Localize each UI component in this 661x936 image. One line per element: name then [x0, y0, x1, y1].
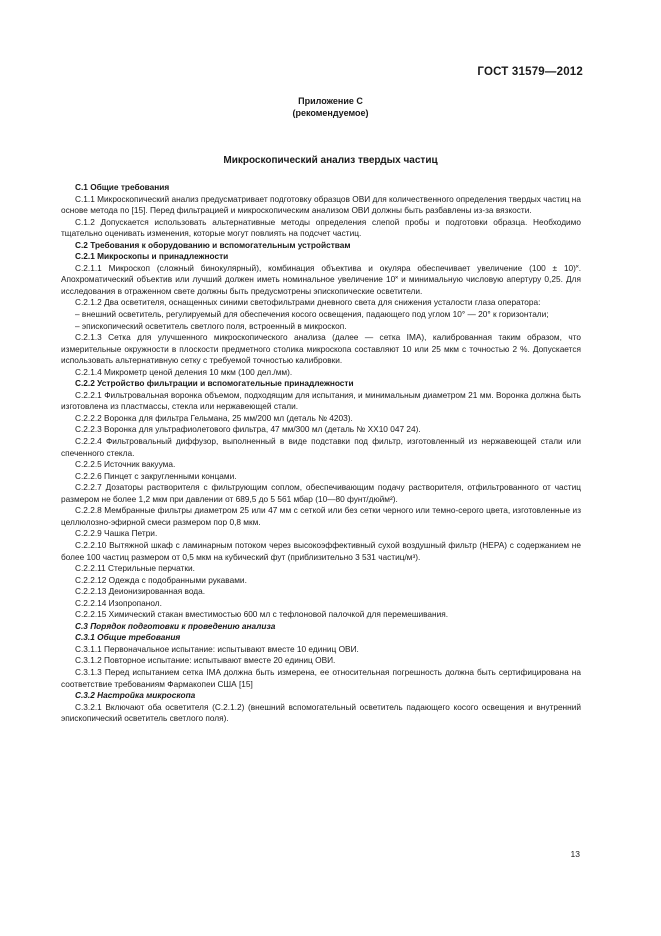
paragraph: С.2.2.4 Фильтровальный диффузор, выполненный в виде подставки под фильтр, изготовленный из нержавеющей стали или спеченного стекла. [61, 436, 581, 458]
paragraph: С.3.1.2 Повторное испытание: испытывают вместе 20 единиц ОВИ. [75, 655, 336, 666]
paragraph: С.2.2.10 Вытяжной шкаф с ламинарным потоком через высокоэффективный сухой воздушный фильтр (HEPA) с содержанием не более 100 частиц размером от 0,5 мкм на кубический фут (приблизительно 3 531 частиц/м³). [61, 539, 581, 562]
heading-c3: С.3 Порядок подготовки к проведению анализа [75, 620, 276, 631]
paragraph: С.1.2 Допускается использовать альтернативные методы определения слепой пробы и подготовки образца. Необходимо тщательно оценивать изменения, которые могут повлиять на подсчет частиц. [61, 216, 581, 239]
paragraph: С.2.2.7 Дозаторы растворителя с фильтрующим соплом, обеспечивающим подачу растворителя, отфильтрованного от частиц размером не более 1,2 мкм при давлении от 689,5 до 5 561 мбар (10—80 фунт/дюйм²). [61, 482, 581, 504]
appendix-label: Приложение С [298, 96, 363, 106]
document-body [61, 182, 581, 725]
paragraph: С.2.2.9 Чашка Петри. [75, 528, 158, 539]
page-number: 13 [570, 849, 580, 859]
heading-c31: С.3.1 Общие требования [75, 632, 181, 643]
heading-c22: С.2.2 Устройство фильтрации и вспомогательные принадлежности [75, 378, 354, 389]
paragraph: С.2.2.15 Химический стакан вместимостью 600 мл с тефлоновой палочкой для перемешивания. [75, 609, 449, 620]
paragraph: С.2.1.2 Два осветителя, оснащенных синими светофильтрами дневного света для снижения усталости глаза оператора: [75, 297, 541, 308]
paragraph: С.2.2.11 Стерильные перчатки. [75, 563, 195, 574]
heading-c2: С.2 Требования к оборудованию и вспомогательным устройствам [75, 239, 351, 250]
paragraph: С.2.2.12 Одежда с подобранными рукавами. [75, 574, 247, 585]
section-title: Микроскопический анализ твердых частиц [223, 155, 438, 166]
paragraph: С.2.2.3 Воронка для ультрафиолетового фильтра, 47 мм/300 мл (деталь № ХХ10 047 24). [75, 424, 421, 435]
paragraph: С.2.1.1 Микроскоп (сложный бинокулярный), комбинация объектива и окуляра обеспечивает увеличение (100 ± 10)˟. Апохроматический объектив или лучший должен иметь номинальное увеличение 10˟ и минимальную числовую апертуру 0,25. Для исследования в отраженном свете должны быть предусмотрены эпископические осветители. [61, 262, 581, 296]
paragraph: С.3.1.3 Перед испытанием сетка IMA должна быть измерена, ее относительная погрешность должна быть сертифицирована на соответствие требованиям Фармакопеи США [15] [61, 666, 581, 689]
paragraph: С.2.2.13 Деионизированная вода. [75, 586, 206, 597]
appendix-heading [0, 95, 661, 119]
list-item: – внешний осветитель, регулируемый для обеспечения косого освещения, падающего под углом 10° — 20° к горизонтали; [75, 309, 549, 320]
paragraph: С.2.2.2 Воронка для фильтра Гельмана, 25 мм/200 мл (деталь № 4203). [75, 412, 353, 423]
heading-c32: С.3.2 Настройка микроскопа [75, 690, 196, 701]
paragraph: С.3.1.1 Первоначальное испытание: испытывают вместе 10 единиц ОВИ. [75, 643, 359, 654]
appendix-status: (рекомендуемое) [292, 108, 369, 118]
paragraph: С.2.1.4 Микрометр ценой деления 10 мкм (100 дел./мм). [75, 366, 293, 377]
heading-c1: С.1 Общие требования [75, 182, 170, 192]
paragraph: С.2.2.8 Мембранные фильтры диаметром 25 или 47 мм с сеткой или без сетки черного или темно-серого цвета, изготовленные из целлюлозно-эфирной смеси размером пор 0,8 мкм. [61, 505, 581, 527]
paragraph: С.3.2.1 Включают оба осветителя (С.2.1.2) (внешний вспомогательный осветитель падающего косого освещения и внутренний эпископический осветитель светлого поля). [61, 701, 581, 724]
paragraph: С.2.2.1 Фильтровальная воронка объемом, подходящим для испытания, и минимальным диаметром 21 мм. Воронка должна быть изготовлена из пластмассы, стекла или нержавеющей стали. [61, 389, 581, 412]
paragraph: С.1.1 Микроскопический анализ предусматривает подготовку образцов ОВИ для количественного определения твердых частиц на основе метода по [15]. Перед фильтрацией и микроскопическим анализом ОВИ должны быть разбавлены из-за вязкости. [61, 193, 581, 216]
standard-code: ГОСТ 31579—2012 [477, 66, 583, 78]
heading-c21: С.2.1 Микроскопы и принадлежности [75, 251, 229, 262]
paragraph: С.2.1.3 Сетка для улучшенного микроскопического анализа (далее — сетка IMA), калиброванная таким образом, что измерительные окружности в плоскости предметного столика микроскопа составляют 10 или 25 мкм с точностью 2 %. Допускается использовать альтернативную сетку с требуемой точностью калибровки. [61, 332, 581, 366]
paragraph: С.2.2.6 Пинцет с закругленными концами. [75, 470, 237, 481]
list-item: – эпископический осветитель светлого поля, встроенный в микроскоп. [75, 320, 347, 331]
paragraph: С.2.2.14 Изопропанол. [75, 597, 162, 608]
paragraph: С.2.2.5 Источник вакуума. [75, 459, 176, 470]
